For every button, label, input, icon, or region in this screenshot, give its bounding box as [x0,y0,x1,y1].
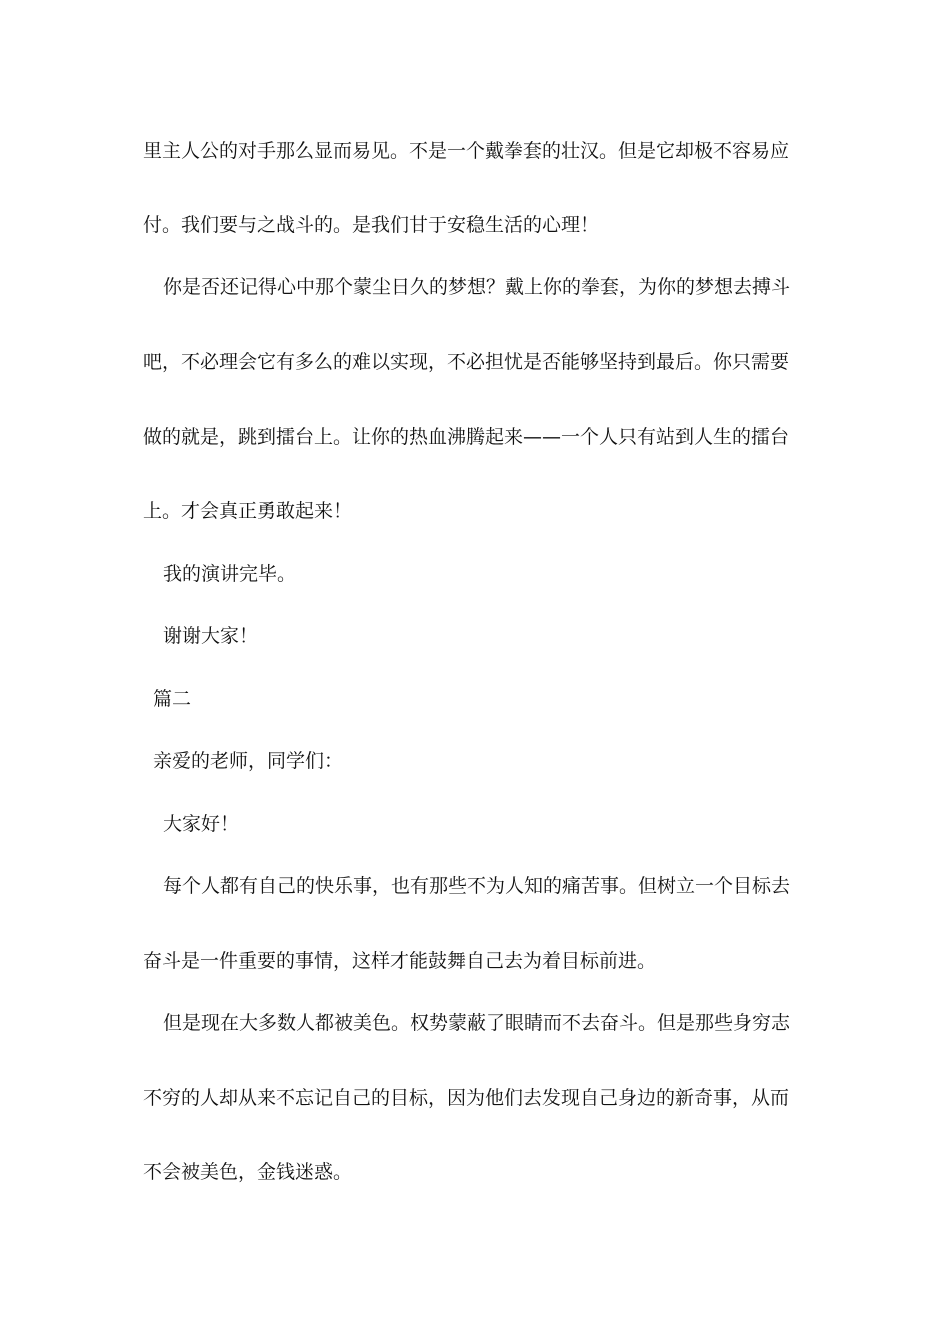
text-line: 不穷的人却从来不忘记自己的目标，因为他们去发现自己身边的新奇事，从而 [143,1087,790,1109]
text-line: 你是否还记得心中那个蒙尘日久的梦想？戴上你的拳套，为你的梦想去搏斗 [163,276,791,298]
text-line: 奋斗是一件重要的事情，这样才能鼓舞自己去为着目标前进。 [143,950,657,972]
salutation: 亲爱的老师，同学们： [153,750,344,772]
text-line: 吧，不必理会它有多么的难以实现，不必担忧是否能够坚持到最后。你只需要 [143,351,790,373]
text-line: 里主人公的对手那么显而易见。不是一个戴拳套的壮汉。但是它却极不容易应 [143,140,790,162]
text-line: 不会被美色，金钱迷惑。 [143,1161,353,1183]
section-heading: 篇二 [153,688,192,710]
text-line: 每个人都有自己的快乐事，也有那些不为人知的痛苦事。但树立一个目标去 [163,875,791,897]
text-line: 做的就是，跳到擂台上。让你的热血沸腾起来——一个人只有站到人生的擂台 [143,426,790,448]
text-line: 我的演讲完毕。 [163,563,297,585]
text-line: 付。我们要与之战斗的。是我们甘于安稳生活的心理！ [143,214,600,236]
text-line: 但是现在大多数人都被美色。权势蒙蔽了眼睛而不去奋斗。但是那些身穷志 [163,1012,791,1034]
text-line: 谢谢大家！ [163,625,259,647]
greeting: 大家好！ [163,813,240,835]
text-line: 上。才会真正勇敢起来！ [143,500,353,522]
